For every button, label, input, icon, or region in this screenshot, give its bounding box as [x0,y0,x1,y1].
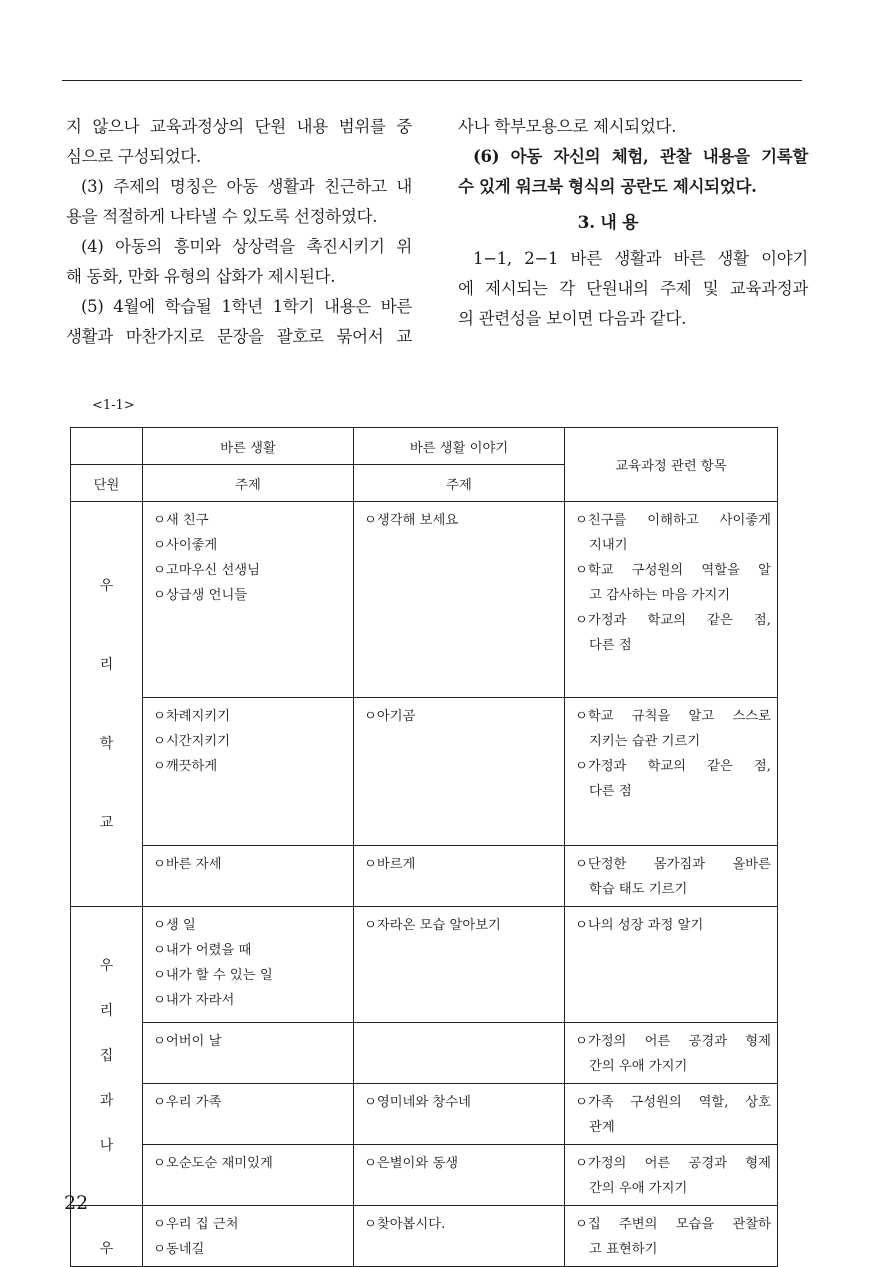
curriculum-item-line: ㅇ나의 성장 과정 알기 [575,918,704,933]
topic-cell-1 [143,907,354,1023]
table-row [71,846,778,907]
curriculum-item-line: 지키는 습관 기르기 [589,734,701,749]
table-header-row-top [71,428,778,465]
topic-item: ㅇ동네길 [153,1242,205,1257]
curriculum-item-line: ㅇ단정한 몸가짐과 올바른 [575,857,771,872]
unit-cell [71,502,143,907]
curriculum-item-cell [565,1023,778,1084]
curriculum-item-line: ㅇ가정과 학교의 같은 점, [575,759,771,774]
right-column [458,112,808,334]
unit-char: 리 [99,1003,114,1019]
left-column [66,112,412,352]
header-col3: 교육과정 관련 항목 [565,428,778,502]
topic-cell-2 [354,502,565,698]
unit-char: 우 [99,1240,114,1257]
header-blank [71,428,143,465]
unit-char: 집 [99,1048,114,1064]
curriculum-item-cell [565,502,778,698]
table-row [71,1023,778,1084]
body-text-line: 1−1, 2−1 바른 생활과 바른 생활 이야기 [473,249,808,268]
topic-item: ㅇ은별이와 동생 [364,1156,459,1171]
curriculum-item-line: ㅇ가족 구성원의 역할, 상호 [575,1095,771,1110]
topic-cell-1 [143,846,354,907]
curriculum-item-cell [565,907,778,1023]
topic-item: ㅇ내가 어렸을 때 [153,943,252,958]
topic-item: ㅇ자라온 모습 알아보기 [364,918,501,933]
topic-cell-2 [354,1145,565,1206]
body-text-line: 생활과 마찬가지로 문장을 괄호로 묶어서 교 [66,327,412,346]
topic-item: ㅇ찾아봅시다. [364,1217,446,1232]
curriculum-item-line: ㅇ가정의 어른 공경과 형제 [575,1156,771,1171]
topic-cell-2 [354,907,565,1023]
unit-cell [71,907,143,1206]
right-column-lower [458,244,808,334]
topic-item: ㅇ내가 할 수 있는 일 [153,968,273,983]
curriculum-item-line: 지내기 [589,538,628,553]
top-rule [62,80,802,81]
body-text-line: 에 제시되는 각 단원내의 주제 및 교육과정과 [458,279,808,298]
topic-cell-2 [354,1023,565,1084]
body-text-line: (5) 4월에 학습될 1학년 1학기 내용은 바른 [81,297,412,316]
body-text-line: 심으로 구성되었다. [66,147,202,166]
topic-cell-1 [143,502,354,698]
section-heading: 3. 내 용 [577,213,639,233]
curriculum-item-line: 간의 우애 가지기 [589,1181,688,1196]
curriculum-item-line: 고 감사하는 마음 가지기 [589,588,731,603]
topic-cell-1 [143,1145,354,1206]
topic-cell-1 [143,1023,354,1084]
curriculum-item-cell [565,1206,778,1267]
curriculum-item-line: ㅇ가정과 학교의 같은 점, [575,613,771,628]
unit-cell [71,1206,143,1267]
curriculum-item-cell [565,698,778,846]
header-col1-sub: 주제 [143,465,354,502]
topic-item: ㅇ깨끗하게 [153,759,218,774]
body-text-line: 수 있게 워크북 형식의 공란도 제시되었다. [458,177,757,196]
topic-item: ㅇ영미네와 창수네 [364,1095,471,1110]
topic-item: ㅇ고마우신 선생님 [153,563,260,578]
table-row [71,1206,778,1267]
topic-item: ㅇ우리 집 근처 [153,1217,239,1232]
curriculum-item-line: 다른 점 [589,784,632,799]
curriculum-item-line: ㅇ학교 구성원의 역할을 알 [575,563,771,578]
topic-item: ㅇ차례지키기 [153,709,231,724]
topic-cell-1 [143,1206,354,1267]
body-text-line: 사나 학부모용으로 제시되었다. [458,117,677,136]
topic-item: ㅇ생각해 보세요 [364,513,459,528]
page-number: 22 [64,1192,89,1214]
table-row [71,1145,778,1206]
curriculum-item-line: ㅇ집 주변의 모습을 관찰하 [575,1217,771,1232]
curriculum-item-line: ㅇ친구를 이해하고 사이좋게 [575,513,771,528]
table-body [71,502,778,1267]
topic-item: ㅇ새 친구 [153,513,209,528]
curriculum-item-line: 학습 태도 기르기 [589,882,688,897]
topic-item: ㅇ바르게 [364,857,416,872]
topic-item: ㅇ사이좋게 [153,538,218,553]
body-text-line: 해 동화, 만화 유형의 삽화가 제시된다. [66,267,336,286]
unit-char: 나 [99,1138,114,1154]
topic-cell-1 [143,698,354,846]
curriculum-item-line: 관계 [589,1120,615,1135]
topic-item: ㅇ오순도순 재미있게 [153,1156,273,1171]
table-row [71,1084,778,1145]
curriculum-item-cell [565,1084,778,1145]
unit-char: 학 [99,735,114,752]
body-text-line: 용을 적절하게 나타낼 수 있도록 선정하였다. [66,207,378,226]
curriculum-item-line: 고 표현하기 [589,1242,658,1257]
unit-char: 교 [99,814,114,831]
body-text-line: 지 않으나 교육과정상의 단원 내용 범위를 중 [66,117,412,136]
curriculum-item-cell [565,1145,778,1206]
topic-cell-2 [354,1084,565,1145]
unit-char: 우 [99,577,114,594]
body-text-line: (3) 주제의 명칭은 아동 생활과 친근하고 내 [81,177,412,196]
topic-item: ㅇ바른 자세 [153,857,222,872]
topic-cell-1 [143,1084,354,1145]
curriculum-table [70,427,778,1267]
curriculum-item-line: ㅇ가정의 어른 공경과 형제 [575,1034,771,1049]
body-text-line: (4) 아동의 흥미와 상상력을 촉진시키기 위 [81,237,412,256]
body-text-line: 의 관련성을 보이면 다음과 같다. [458,309,687,328]
topic-item: ㅇ어버이 날 [153,1034,222,1049]
table-row [71,698,778,846]
unit-char: 우 [99,958,114,974]
topic-item: ㅇ시간지키기 [153,734,231,749]
curriculum-item-cell [565,846,778,907]
topic-cell-2 [354,846,565,907]
header-col1-top: 바른 생활 [143,428,354,465]
topic-item: ㅇ내가 자라서 [153,993,235,1008]
header-col2-sub: 주제 [354,465,565,502]
curriculum-item-line: ㅇ학교 규칙을 알고 스스로 [575,709,771,724]
curriculum-item-line: 간의 우애 가지기 [589,1059,688,1074]
table-row [71,907,778,1023]
curriculum-item-line: 다른 점 [589,638,632,653]
topic-item: ㅇ상급생 언니들 [153,588,248,603]
topic-item: ㅇ우리 가족 [153,1095,222,1110]
topic-item: ㅇ아기곰 [364,709,416,724]
topic-cell-2 [354,1206,565,1267]
topic-item: ㅇ생 일 [153,918,196,933]
unit-char: 리 [99,656,114,673]
right-column-upper [458,112,808,202]
table-caption: <1-1> [92,398,135,413]
unit-char: 과 [99,1093,114,1109]
table-row [71,502,778,698]
body-text-line: (6) 아동 자신의 체험, 관찰 내용을 기록할 [473,147,808,166]
header-col2-top: 바른 생활 이야기 [354,428,565,465]
header-unit: 단원 [71,465,143,502]
topic-cell-2 [354,698,565,846]
